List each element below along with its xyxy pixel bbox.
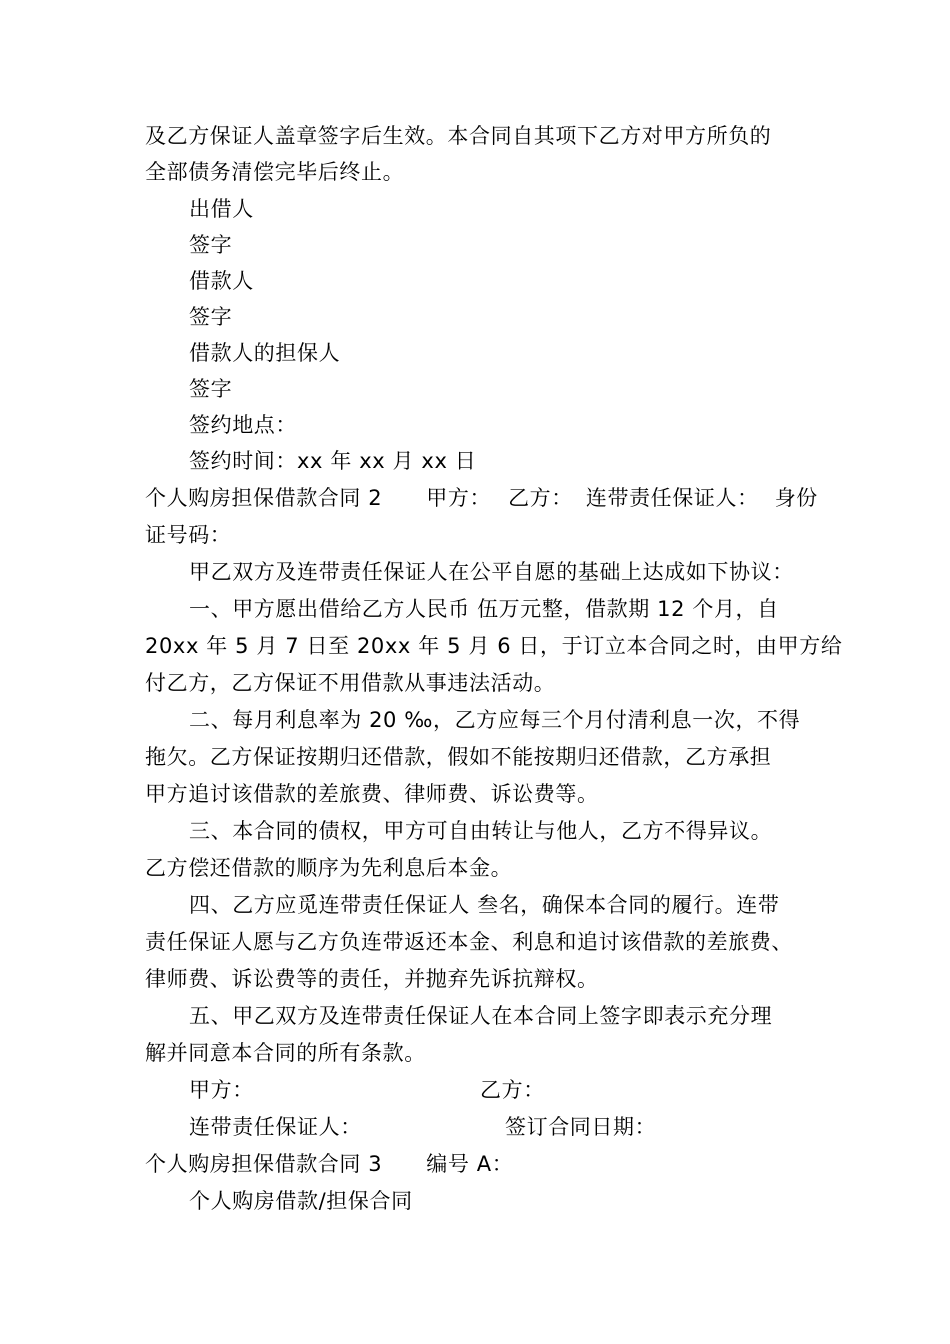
- signature-label-lender: 出借人: [189, 197, 254, 221]
- clause-3-line: 三、本合同的债权，甲方可自由转让与他人，乙方不得异议。: [189, 819, 773, 843]
- signature-label-guarantor: 借款人的担保人: [189, 341, 341, 365]
- paragraph-line: 甲乙双方及连带责任保证人在公平自愿的基础上达成如下协议：: [189, 560, 794, 584]
- clause-1-line: 20xx 年 5 月 7 日至 20xx 年 5 月 6 日，于订立本合同之时，由甲方给: [145, 634, 843, 658]
- party-b-signature-label: 乙方：: [480, 1078, 545, 1102]
- clause-4-line: 律师费、诉讼费等的责任，并抛弃先诉抗辩权。: [145, 967, 599, 991]
- contract-heading-line: [145, 1149, 845, 1179]
- clause-3-line: 乙方偿还借款的顺序为先利息后本金。: [145, 856, 513, 880]
- contract-subtitle: 个人购房借款/担保合同: [189, 1189, 413, 1213]
- clause-1-line: 一、甲方愿出借给乙方人民币 伍万元整，借款期 12 个月，自: [189, 597, 779, 621]
- signature-label: 签字: [189, 233, 233, 257]
- contract-title-2: 个人购房担保借款合同 2: [145, 486, 383, 510]
- paragraph-line: 全部债务清偿完毕后终止。: [145, 160, 405, 184]
- contract-heading-line: [145, 483, 845, 513]
- signature-label-borrower: 借款人: [189, 269, 254, 293]
- clause-4-line: 责任保证人愿与乙方负连带返还本金、利息和追讨该借款的差旅费、: [145, 930, 793, 954]
- paragraph-line: 及乙方保证人盖章签字后生效。本合同自其项下乙方对甲方所负的: [145, 124, 772, 148]
- serial-number-label: 编号 A：: [426, 1152, 514, 1176]
- id-label-part2: 证号码：: [145, 523, 232, 547]
- party-b-label: 乙方：: [508, 486, 573, 510]
- signing-time-label: 签约时间：xx 年 xx 月 xx 日: [189, 449, 477, 473]
- signing-place-label: 签约地点：: [189, 413, 297, 437]
- id-label-part1: 身份: [774, 486, 818, 510]
- contract-date-label: 签订合同日期：: [505, 1115, 657, 1139]
- clause-2-line: 拖欠。乙方保证按期归还借款，假如不能按期归还借款，乙方承担: [145, 745, 772, 769]
- clause-1-line: 付乙方，乙方保证不用借款从事违法活动。: [145, 671, 556, 695]
- clause-2-line: 二、每月利息率为 20 ‰，乙方应每三个月付清利息一次，不得: [189, 708, 801, 732]
- signature-label: 签字: [189, 377, 233, 401]
- guarantor-label: 连带责任保证人：: [585, 486, 759, 510]
- clause-4-line: 四、乙方应觅连带责任保证人 叁名，确保本合同的履行。连带: [189, 893, 780, 917]
- contract-title-3: 个人购房担保借款合同 3: [145, 1152, 383, 1176]
- party-a-label: 甲方：: [426, 486, 492, 510]
- clause-2-line: 甲方追讨该借款的差旅费、律师费、诉讼费等。: [145, 782, 599, 806]
- signature-label: 签字: [189, 305, 233, 329]
- clause-5-line: 五、甲乙双方及连带责任保证人在本合同上签字即表示充分理: [189, 1004, 773, 1028]
- clause-5-line: 解并同意本合同的所有条款。: [145, 1041, 426, 1065]
- party-a-signature-label: 甲方：: [189, 1078, 254, 1102]
- guarantor-signature-label: 连带责任保证人：: [189, 1115, 362, 1139]
